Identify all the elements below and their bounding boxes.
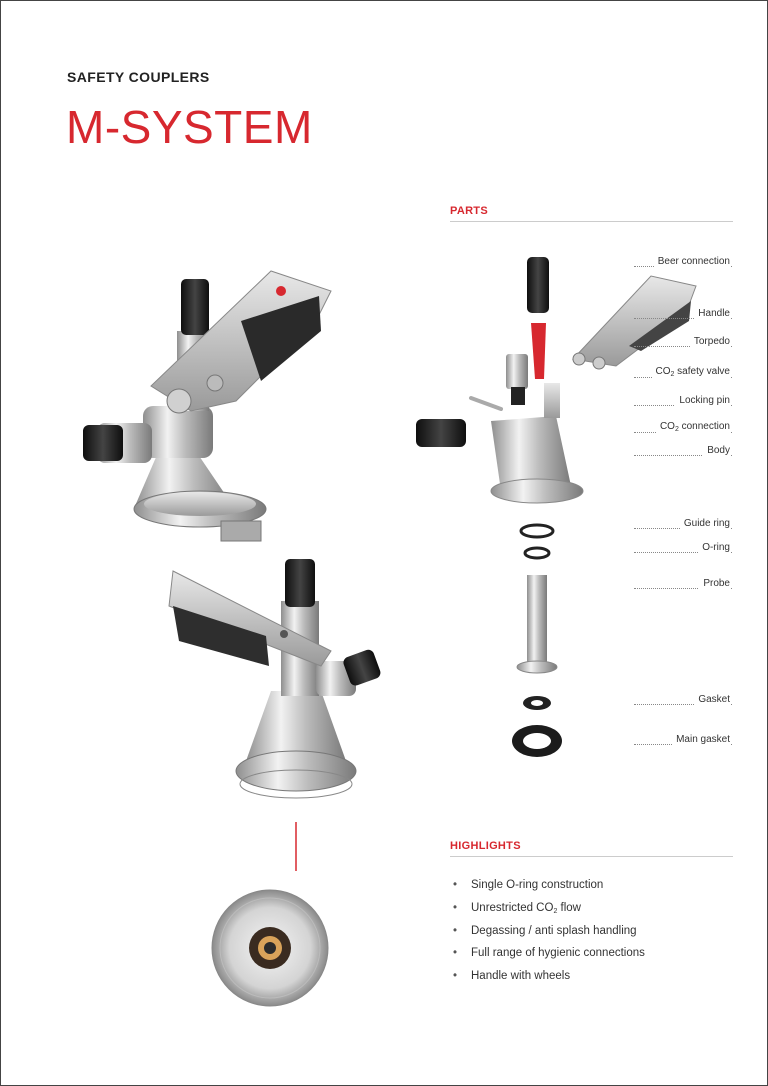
coupler-bottom-view [212, 890, 328, 1006]
bullet-icon: • [453, 970, 458, 983]
part-label-guide-ring: Guide ring [680, 518, 730, 529]
page-title: M-SYSTEM [66, 101, 313, 153]
list-item: • Handle with wheels [450, 968, 645, 991]
parts-heading: PARTS [450, 205, 733, 222]
list-item: • Single O-ring construction [450, 877, 645, 900]
highlights-heading: HIGHLIGHTS [450, 840, 733, 857]
coupler-front-view [83, 271, 331, 541]
part-label-gasket: Gasket [694, 694, 730, 705]
part-label-co2-connection: $CO_2$ connection [656, 421, 730, 433]
exploded-parts-view [416, 257, 696, 757]
bullet-icon: • [453, 924, 458, 937]
part-label-body: Body [703, 445, 730, 456]
part-label-co2-safety-valve: $CO_2$ safety valve [652, 366, 731, 378]
part-label-torpedo: Torpedo [690, 336, 730, 347]
part-label-beer-connection: Beer connection [654, 256, 730, 267]
bullet-icon: • [453, 901, 458, 914]
part-label-main-gasket: Main gasket [672, 734, 730, 745]
highlights-list [450, 877, 645, 991]
list-item: • Degassing / anti splash handling [450, 923, 645, 946]
part-label-o-ring: O-ring [698, 542, 730, 553]
section-kicker: SAFETY COUPLERS [67, 69, 210, 85]
bullet-icon: • [453, 879, 458, 891]
part-label-handle: Handle [694, 308, 730, 319]
list-item: • Full range of hygienic connections [450, 945, 645, 968]
product-illustrations [1, 1, 767, 1085]
list-item: • Unrestricted $CO_2$ flow [450, 900, 645, 923]
bullet-icon: • [453, 947, 458, 960]
part-label-locking-pin: Locking pin [675, 395, 730, 406]
part-label-probe: Probe [699, 578, 730, 589]
coupler-side-view [169, 559, 382, 798]
